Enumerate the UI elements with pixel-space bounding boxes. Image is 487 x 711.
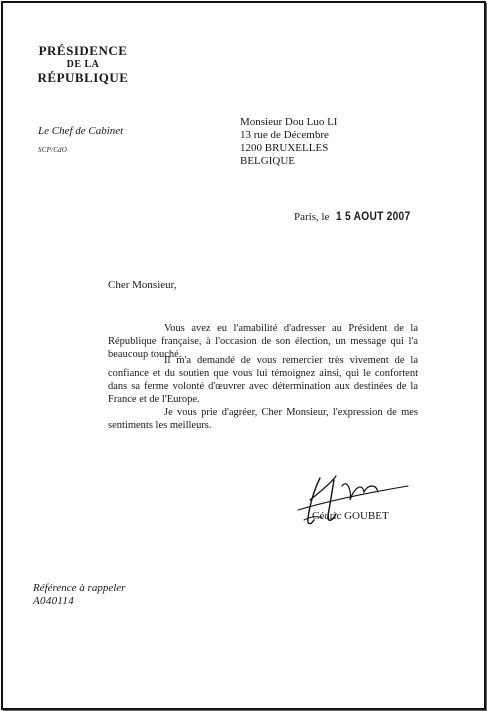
sender-reference: SCP/CdO (38, 146, 68, 154)
date-stamp: 1 5 AOUT 2007 (336, 209, 411, 223)
recipient-city: 1200 BRUXELLES (240, 142, 329, 154)
sender-title: Le Chef de Cabinet (38, 125, 124, 137)
handwritten-signature (292, 470, 432, 532)
reference-code: A040114 (33, 595, 75, 607)
letterhead-line2: DE LA (66, 59, 100, 70)
recipient-address (240, 116, 337, 168)
recipient-name: Monsieur Dou Luo LI (240, 116, 338, 128)
signatory-name: Cédric GOUBET (312, 510, 389, 522)
reference-label: Référence à rappeler (33, 582, 126, 594)
salutation: Cher Monsieur, (108, 279, 177, 291)
letterhead-line1: PRÉSIDENCE (38, 43, 128, 58)
letterhead (33, 44, 133, 85)
body-paragraph-1: Vous avez eu l'amabilité d'adresser au Président de la République française, à l'occasion de son élection, un message qui l'a beaucoup touché. (108, 323, 418, 360)
recipient-street: 13 rue de Décembre (240, 129, 329, 141)
letterhead-line3: RÉPUBLIQUE (37, 70, 129, 85)
date-line (294, 209, 424, 223)
body-paragraph-3: Je vous prie d'agréer, Cher Monsieur, l'expression de mes sentiments les meilleurs. (108, 407, 418, 431)
date-place: Paris, le (294, 211, 330, 223)
body-paragraph-2: Il m'a demandé de vous remercier très vivement de la confiance et du soutien que vous lui témoignez ainsi, qui le confortent dans sa ferme volonté d'œuvrer avec détermination aux destinées de la France et de l'Europe. (108, 355, 418, 405)
recipient-country: BELGIQUE (240, 155, 295, 167)
